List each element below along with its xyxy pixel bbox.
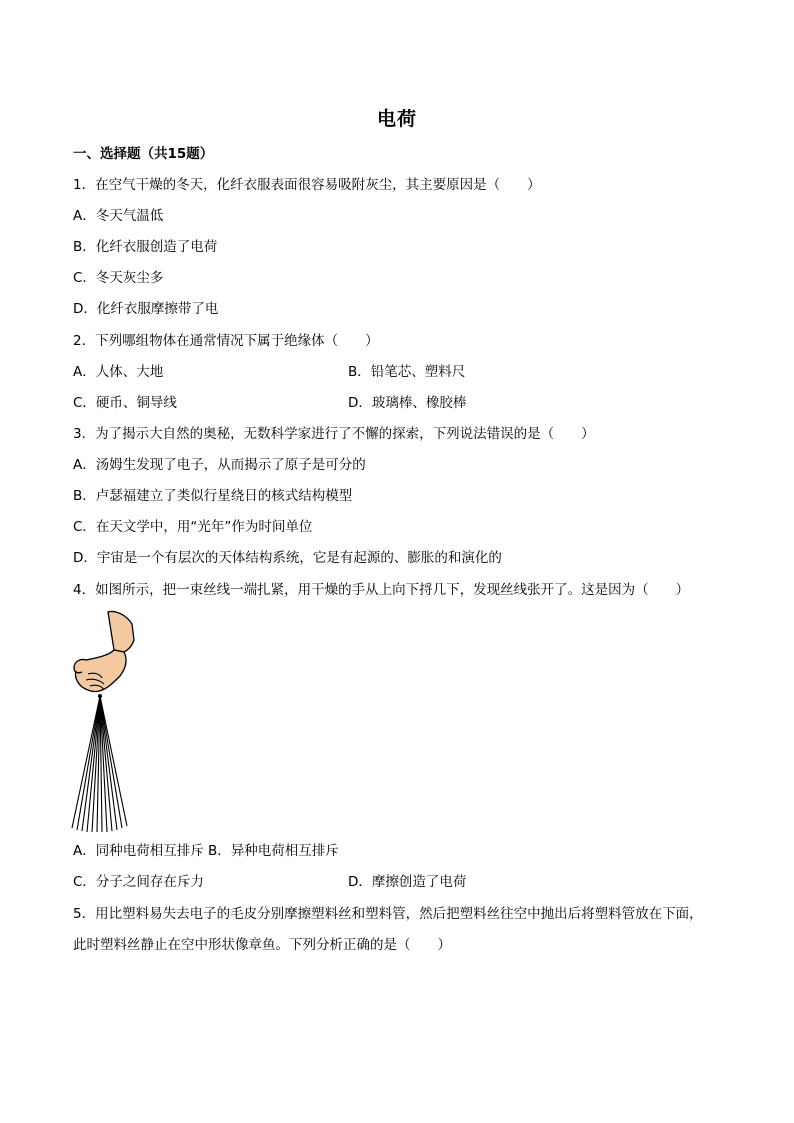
question-2-option-b: B．铅笔芯、塑料尺 [348,364,466,380]
question-2-option-a: A．人体、大地 [73,364,164,380]
section-heading: 一、选择题（共15题） [73,146,214,162]
question-4-option-c: C．分子之间存在斥力 [73,874,204,890]
question-1-option-d: D．化纤衣服摩擦带了电 [73,301,219,317]
question-3-stem: 3．为了揭示大自然的奥秘，无数科学家进行了不懈的探索，下列说法错误的是（ ） [73,426,595,442]
question-4-option-ab: A．同种电荷相互排斥 B．异种电荷相互排斥 [73,843,339,859]
question-2-option-d: D．玻璃棒、橡胶棒 [348,395,467,411]
question-2-option-c: C．硬币、铜导线 [73,395,177,411]
question-1-option-b: B．化纤衣服创造了电荷 [73,239,218,255]
question-3-option-a: A．汤姆生发现了电子，从而揭示了原子是可分的 [73,457,366,473]
question-1-stem: 1．在空气干燥的冬天，化纤衣服表面很容易吸附灰尘，其主要原因是（ ） [73,177,541,193]
question-5-stem-line-2: 此时塑料丝静止在空中形状像章鱼。下列分析正确的是（ ） [73,937,451,953]
page-title: 电荷 [376,108,417,130]
question-1-option-a: A．冬天气温低 [73,208,164,224]
question-2-stem: 2．下列哪组物体在通常情况下属于绝缘体（ ） [73,333,379,349]
question-1-option-c: C．冬天灰尘多 [73,270,164,286]
question-3-option-c: C．在天文学中，用“光年”作为时间单位 [73,519,313,535]
question-4-stem: 4．如图所示，把一束丝线一端扎紧，用干燥的手从上向下捋几下，发现丝线张开了。这是因为（ ） [73,582,690,598]
question-3-option-d: D．宇宙是一个有层次的天体结构系统，它是有起源的、膨胀的和演化的 [73,550,502,566]
question-4-option-d: D．摩擦创造了电荷 [348,874,467,890]
question-3-option-b: B．卢瑟福建立了类似行星绕日的核式结构模型 [73,488,353,504]
hand-holding-threads-icon [68,610,138,835]
question-5-stem-line-1: 5．用比塑料易失去电子的毛皮分别摩擦塑料丝和塑料管，然后把塑料丝往空中抛出后将塑料管放在下面， [73,906,703,922]
